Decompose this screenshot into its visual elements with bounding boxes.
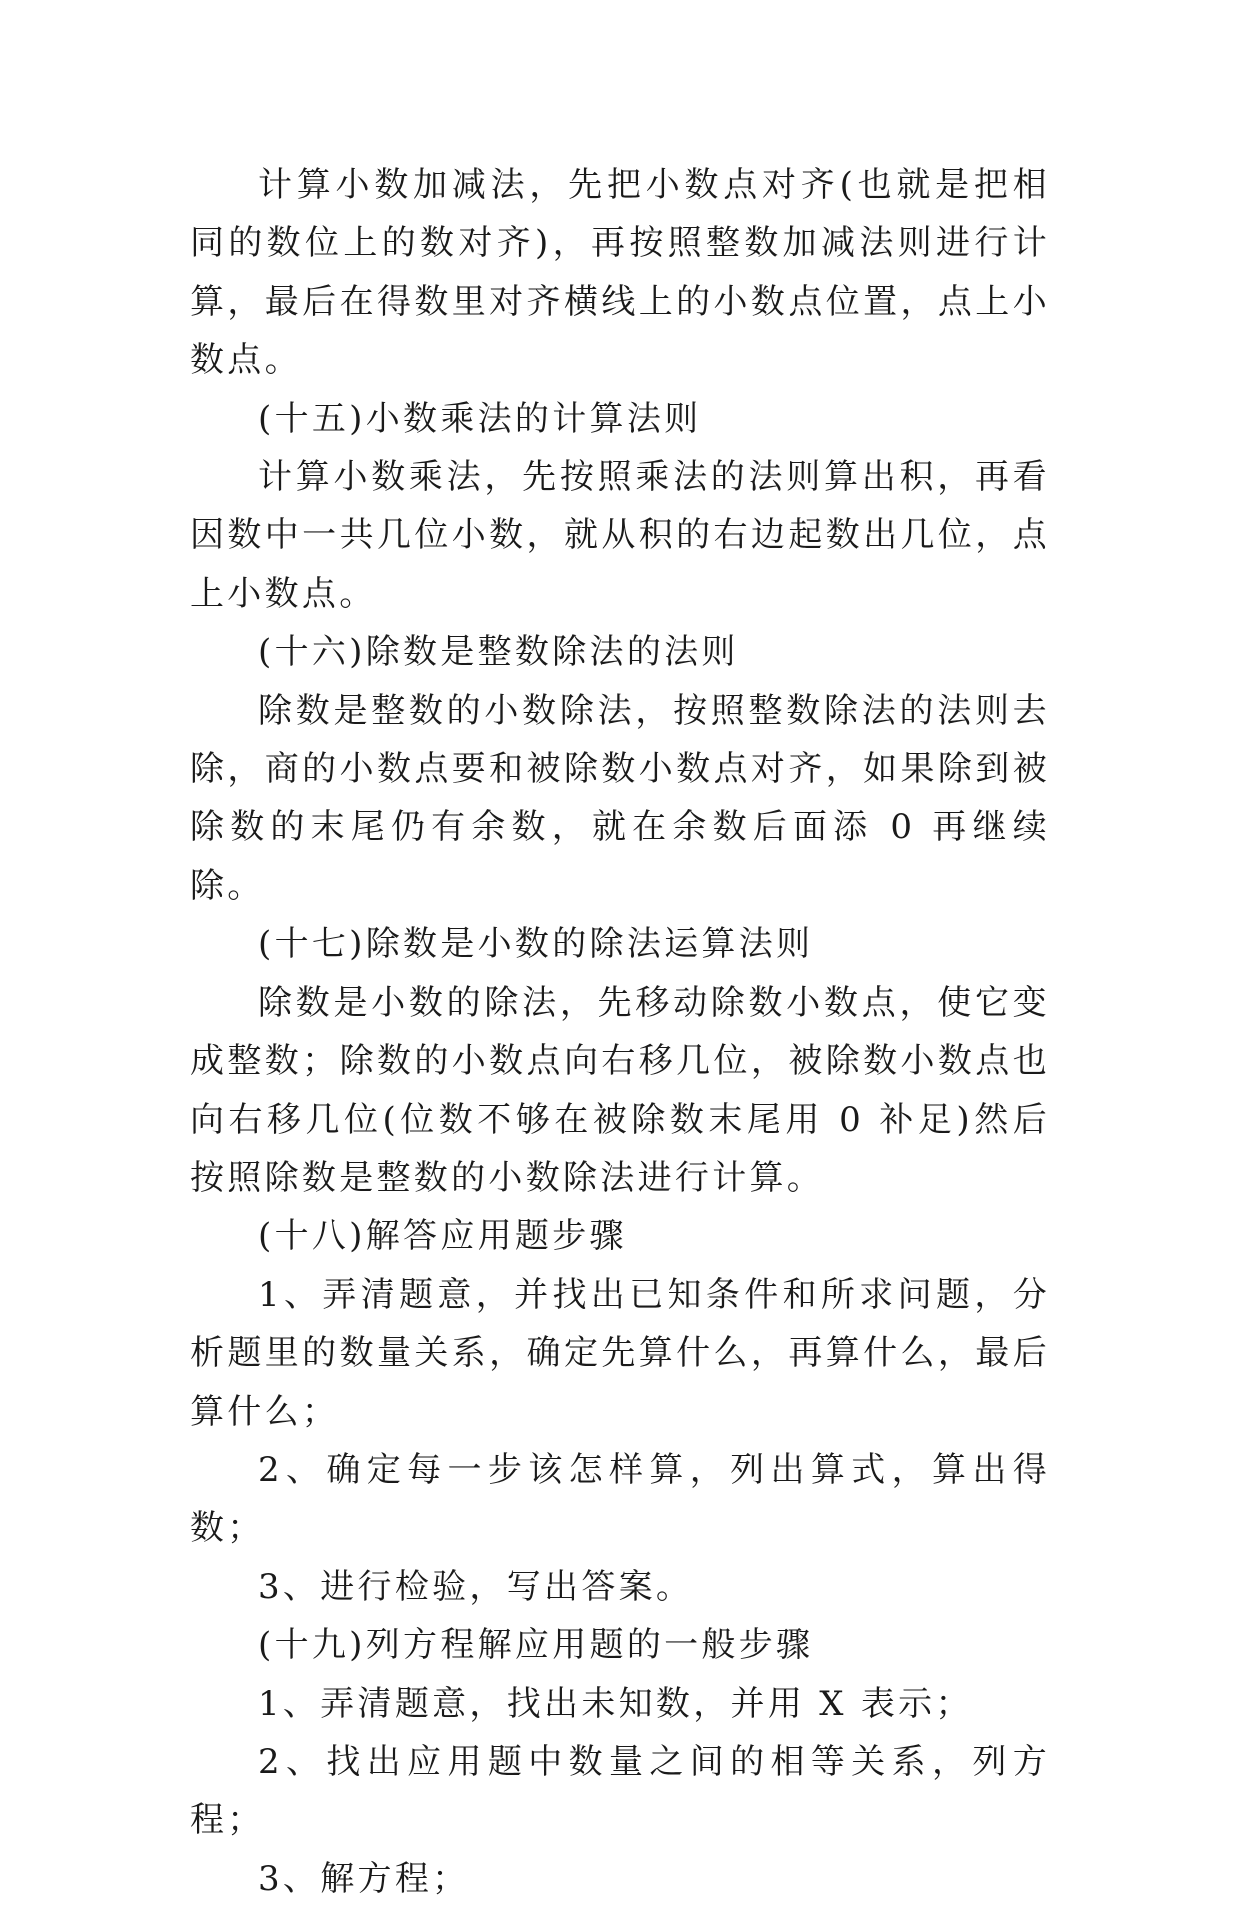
paragraph-decimal-add-subtract: 计算小数加减法，先把小数点对齐(也就是把相同的数位上的数对齐)，再按照整数加减法则进行计算，最后在得数里对齐横线上的小数点位置，点上小数点。	[190, 165, 1050, 381]
heading-word-problem-steps: (十八)解答应用题步骤	[258, 1216, 627, 1257]
word-problem-step-2: 2、确定每一步该怎样算，列出算式，算出得数；	[190, 1449, 1050, 1549]
equation-step-2: 2、找出应用题中数量之间的相等关系，列方程；	[190, 1741, 1050, 1841]
word-problem-step-1: 1、弄清题意，并找出已知条件和所求问题，分析题里的数量关系，确定先算什么，再算什么，最后算什么；	[190, 1274, 1050, 1432]
equation-step-1: 1、弄清题意，找出未知数，并用 X 表示；	[258, 1683, 973, 1724]
heading-decimal-divisor: (十七)除数是小数的除法运算法则	[258, 924, 814, 965]
paragraph-decimal-divisor: 除数是小数的除法，先移动除数小数点，使它变成整数；除数的小数点向右移几位，被除数小数点也向右移几位(位数不够在被除数末尾用 0 补足)然后按照除数是整数的小数除法进行计算。	[190, 982, 1050, 1198]
heading-equation-steps: (十九)列方程解应用题的一般步骤	[258, 1625, 814, 1666]
paragraph-integer-divisor: 除数是整数的小数除法，按照整数除法的法则去除，商的小数点要和被除数小数点对齐，如果除到被除数的末尾仍有余数，就在余数后面添 0 再继续除。	[190, 690, 1050, 906]
paragraph-decimal-multiplication: 计算小数乘法，先按照乘法的法则算出积，再看因数中一共几位小数，就从积的右边起数出几位，点上小数点。	[190, 457, 1050, 614]
word-problem-step-3: 3、进行检验，写出答案。	[258, 1566, 694, 1607]
document-body	[190, 156, 1050, 1908]
heading-decimal-multiplication: (十五)小数乘法的计算法则	[258, 398, 702, 439]
equation-step-3: 3、解方程；	[258, 1858, 470, 1899]
heading-integer-divisor: (十六)除数是整数除法的法则	[258, 632, 739, 673]
